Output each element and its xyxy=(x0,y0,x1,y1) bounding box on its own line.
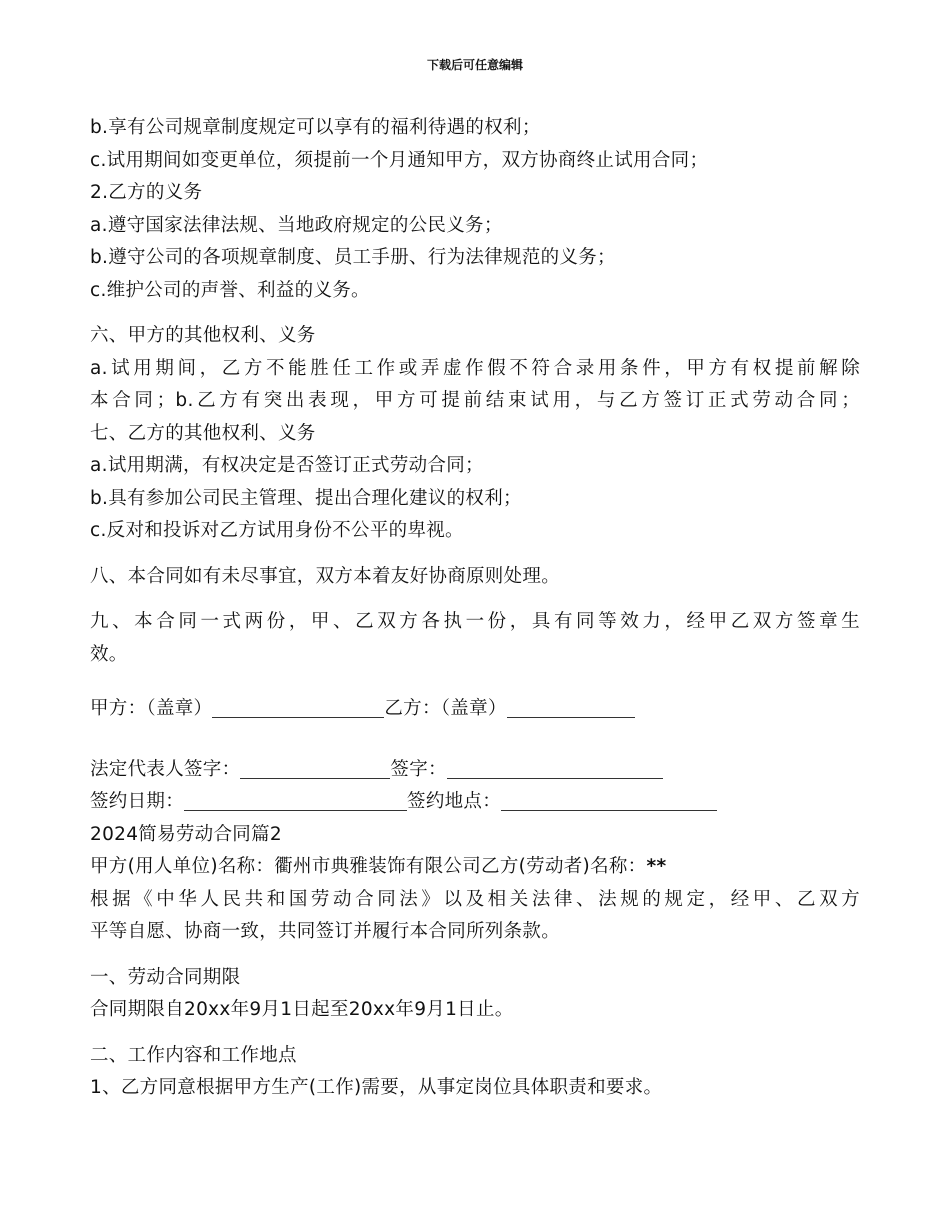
page-header: 下载后可任意编辑 xyxy=(426,58,523,72)
section8-text: 八、本合同如有未尽事宜，双方本着友好协商原则处理。 xyxy=(90,565,561,587)
sign-label: 签字： xyxy=(390,758,447,780)
contract2-work-title: 二、工作内容和工作地点 xyxy=(90,1044,297,1066)
contract2-term-title: 一、劳动合同期限 xyxy=(90,966,241,988)
date-signature-line[interactable] xyxy=(184,788,407,811)
section7-a: a.试用期满，有权决定是否签订正式劳动合同； xyxy=(90,455,484,476)
contract2-basis-line1: 根据《中华人民共和国劳动合同法》以及相关法律、法规的规定，经甲、乙双方 xyxy=(90,888,860,910)
contract2-term-text: 合同期限自20xx年9月1日起至20xx年9月1日止。 xyxy=(90,999,514,1020)
obligation-a: a.遵守国家法律法规、当地政府规定的公民义务； xyxy=(90,214,503,236)
section9-line2: 效。 xyxy=(90,643,128,665)
party-a-signature-line[interactable] xyxy=(212,695,384,718)
contract2-parties xyxy=(90,851,860,884)
section6-line1: a.试用期间，乙方不能胜任工作或弄虚作假不符合录用条件，甲方有权提前解除 xyxy=(90,357,860,379)
contract2-title: 2024简易劳动合同篇2 xyxy=(90,823,282,845)
rights-line-b: b.享有公司规章制度规定可以享有的福利待遇的权利； xyxy=(90,117,541,138)
party-b-label: 乙方：（盖章） xyxy=(384,698,507,719)
document-body xyxy=(90,112,860,1105)
section6-title: 六、甲方的其他权利、义务 xyxy=(90,325,316,346)
obligation-b: b.遵守公司的各项规章制度、员工手册、行为法律规范的义务； xyxy=(90,247,616,268)
place-signature-line[interactable] xyxy=(501,788,717,811)
contract2-parties-text: 甲方(用人单位)名称：衢州市典雅装饰有限公司乙方(劳动者)名称： xyxy=(90,856,647,877)
rights-line-c: c.试用期间如变更单位，须提前一个月通知甲方，双方协商终止试用合同； xyxy=(90,149,709,171)
place-label: 签约地点： xyxy=(407,791,502,812)
section6-line2: 本合同；b.乙方有突出表现，甲方可提前结束试用，与乙方签订正式劳动合同； xyxy=(90,390,860,411)
section7-b: b.具有参加公司民主管理、提出合理化建议的权利； xyxy=(90,487,522,509)
party-a-label: 甲方：（盖章） xyxy=(90,698,213,719)
date-label: 签约日期： xyxy=(90,791,185,812)
legal-rep-label: 法定代表人签字： xyxy=(90,758,241,780)
signature-row-representative xyxy=(90,754,860,787)
section7-title: 七、乙方的其他权利、义务 xyxy=(90,422,316,444)
obligations-title: 2.乙方的义务 xyxy=(90,182,203,203)
legal-rep-signature-line[interactable] xyxy=(240,756,390,779)
obligation-c: c.维护公司的声誉、利益的义务。 xyxy=(90,279,370,301)
sign-signature-line[interactable] xyxy=(447,756,663,779)
section7-c: c.反对和投诉对乙方试用身份不公平的卑视。 xyxy=(90,520,464,541)
signature-row-date-place xyxy=(90,786,860,819)
section9-line1: 九、本合同一式两份，甲、乙双方各执一份，具有同等效力，经甲乙双方签章生 xyxy=(90,611,860,632)
signature-row-parties xyxy=(90,693,860,726)
contract2-work-1: 1、乙方同意根据甲方生产(工作)需要，从事定岗位具体职责和要求。 xyxy=(90,1077,663,1098)
contract2-parties-stars: ** xyxy=(646,856,667,877)
contract2-basis-line2: 平等自愿、协商一致，共同签订并履行本合同所列条款。 xyxy=(90,921,561,942)
party-b-signature-line[interactable] xyxy=(507,695,635,718)
